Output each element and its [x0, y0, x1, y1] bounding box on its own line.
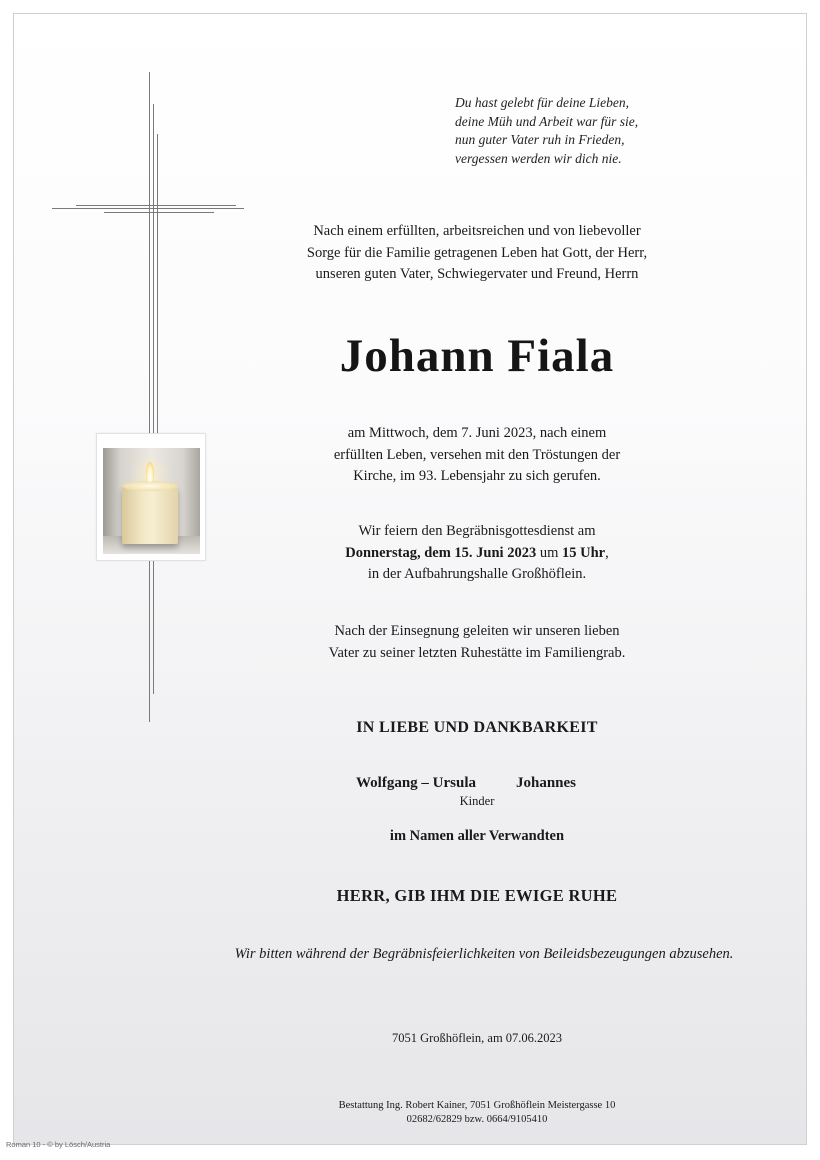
- children-pair: Wolfgang – Ursula: [356, 775, 477, 791]
- obituary-card: [13, 13, 807, 1145]
- death-line: Kirche, im 93. Lebensjahr zu sich gerufen.: [353, 468, 601, 484]
- children-role: Kinder: [459, 794, 495, 808]
- burial-line: Vater zu seiner letzten Ruhestätte im Familiengrab.: [328, 644, 626, 661]
- flame-icon: [146, 462, 154, 482]
- child-single: Johannes: [516, 775, 577, 791]
- relatives-line: im Namen aller Verwandten: [389, 828, 565, 844]
- funeral-location: in der Aufbahrungshalle Großhöflein.: [367, 566, 587, 582]
- intro-line: unseren guten Vater, Schwiegervater und Freund, Herrn: [315, 266, 639, 282]
- intro-text: [224, 221, 730, 286]
- funeral-time: 15 Uhr: [561, 544, 606, 561]
- funeral-connector: um: [536, 544, 562, 561]
- poem-line: Du hast gelebt für deine Lieben,: [455, 95, 629, 110]
- cross-vertical-line: [157, 134, 158, 434]
- burial-line: Nach der Einsegnung geleiten wir unseren lieben: [334, 623, 620, 639]
- deceased-name: Johann Fiala: [339, 330, 615, 382]
- candle-image: [103, 448, 200, 554]
- funeral-comma: ,: [605, 544, 609, 561]
- poem-line: nun guter Vater ruh in Frieden,: [455, 132, 625, 147]
- condolence-request: Wir bitten während der Begräbnisfeierlichkeiten von Beileidsbezeugungen abzusehen.: [234, 946, 734, 962]
- candle-photo: [96, 433, 206, 561]
- undertaker-info: [224, 1099, 730, 1126]
- cross-vertical-line: [153, 104, 154, 464]
- funeral-line: Wir feiern den Begräbnisgottesdienst am: [358, 523, 596, 539]
- death-line: erfüllten Leben, versehen mit den Tröstungen der: [333, 446, 621, 463]
- cross-vertical-line: [153, 554, 154, 694]
- burial-info: [224, 621, 730, 664]
- place-date: 7051 Großhöflein, am 07.06.2023: [391, 1031, 563, 1045]
- death-line: am Mittwoch, dem 7. Juni 2023, nach einem: [347, 425, 607, 441]
- death-notice: [224, 423, 730, 488]
- undertaker-phone: 02682/62829 bzw. 0664/9105410: [406, 1113, 548, 1125]
- funeral-info: [224, 521, 730, 586]
- undertaker-address: Bestattung Ing. Robert Kainer, 7051 Großhöflein Meistergasse 10: [338, 1100, 616, 1111]
- intro-line: Nach einem erfüllten, arbeitsreichen und von liebevoller: [313, 223, 641, 239]
- prayer: HERR, GIB IHM DIE EWIGE RUHE: [336, 886, 618, 905]
- cross-horizontal-line: [52, 208, 244, 209]
- credit-line: Roman 10 - © by Lösch/Austria: [6, 1140, 111, 1149]
- intro-line: Sorge für die Familie getragenen Leben hat Gott, der Herr,: [306, 244, 648, 261]
- poem-line: deine Müh und Arbeit war für sie,: [455, 113, 639, 129]
- cross-horizontal-line: [104, 212, 214, 213]
- poem-line: vergessen werden wir dich nie.: [455, 150, 622, 166]
- funeral-date: Donnerstag, dem 15. Juni 2023: [345, 544, 537, 561]
- cross-horizontal-line: [76, 205, 236, 206]
- poem: [455, 94, 675, 168]
- cross-vertical-line: [149, 72, 150, 722]
- mourners-heading: IN LIEBE UND DANKBARKEIT: [356, 719, 598, 736]
- funeral-date-line: [224, 543, 730, 565]
